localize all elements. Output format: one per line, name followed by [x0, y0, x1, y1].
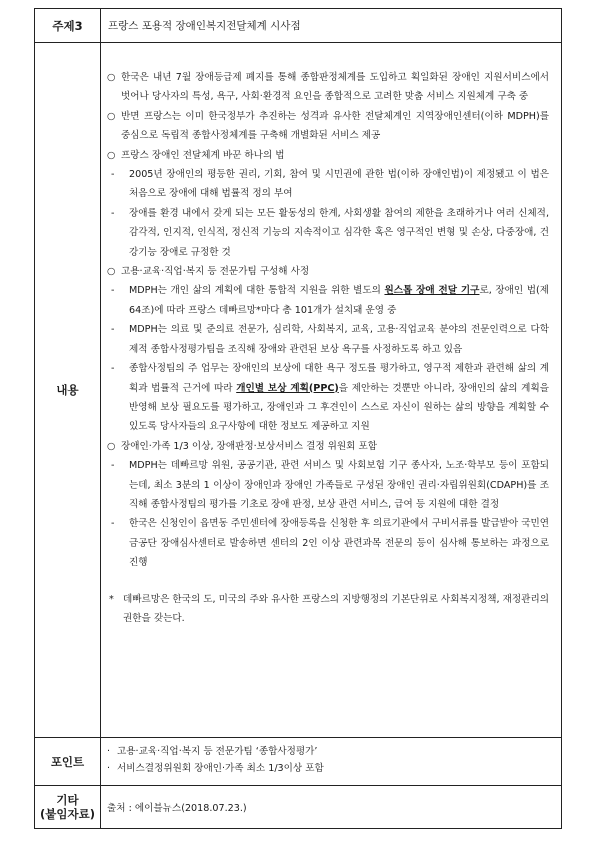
- points-list: [101, 738, 561, 777]
- emphasis-text: 개인별 보상 계획(PPC): [236, 382, 339, 394]
- footnote: * 데빠르망은 한국의 도, 미국의 주와 유사한 프랑스의 지방행정의 기본단위로 사회복지정책, 재정관리의 권한을 갖는다.: [109, 593, 549, 624]
- etc-row: [35, 785, 561, 828]
- content-body: [101, 43, 561, 628]
- etc-label-line1: 기타: [56, 793, 79, 807]
- topic-row: [35, 9, 561, 42]
- point-item: · 고용·교육·직업·복지 등 전문가팀 ‘종합사정평가’: [107, 746, 318, 757]
- sub-paragraph: - MDPH는 개인 삶의 계획에 대한 통합적 지원을 위한 별도의 원스톱 장애 전달 기구로, 장애인 법(제64조)에 따라 프랑스 데빠르망*마다 총 101개가 설치돼 운영 중: [111, 285, 549, 316]
- section-heading: ○ 고용·교육·직업·복지 등 전문가팀 구성해 사정: [107, 266, 310, 278]
- sub-paragraph: - 장애를 환경 내에서 갖게 되는 모든 활동성의 한계, 사회생활 참여의 제한을 초래하거나 여러 신체적, 감각적, 인지적, 인식적, 정신적 기능의 지속적이고 심각한 혹은 영구적인 변형 및 손상, 다중장애, 건강기능 장애로 규정한 것: [111, 207, 549, 258]
- sub-paragraph: - 2005년 장애인의 평등한 권리, 기회, 참여 및 시민권에 관한 법(이하 장애인법)이 제정됐고 이 법은 처음으로 장애에 대해 법률적 정의 부여: [111, 169, 549, 200]
- point-item: · 서비스결정위원회 장애인·가족 최소 1/3이상 포함: [107, 763, 324, 774]
- report-table: [34, 8, 562, 829]
- emphasis-text: 원스톱 장애 전달 기구: [384, 285, 480, 297]
- points-label: 포인트: [35, 738, 101, 785]
- section-heading: ○ 프랑스 장애인 전달체계 바꾼 하나의 법: [107, 149, 285, 161]
- etc-label-line2: (붙임자료): [40, 807, 95, 821]
- source-text: 출처 : 에이블뉴스(2018.07.23.): [107, 803, 247, 814]
- topic-title: 프랑스 포용적 장애인복지전달체계 시사점: [108, 20, 301, 32]
- topic-label: 주제3: [35, 9, 101, 42]
- content-label: 내용: [35, 43, 101, 737]
- section-heading: ○ 장애인·가족 1/3 이상, 장애판정·보상서비스 결정 위원회 포함: [107, 440, 378, 452]
- paragraph: ○ 반면 프랑스는 이미 한국정부가 추진하는 성격과 유사한 전달체계인 지역장애인센터(이하 MDPH)를 중심으로 독립적 종합사정체계를 구축해 개별화된 서비스 제공: [107, 110, 549, 142]
- sub-paragraph: - 종합사정팀의 주 업무는 장애인의 보상에 대한 욕구 정도를 평가하고, 영구적 제한과 관련해 삶의 계획과 법률적 근거에 따라 개인별 보상 계획(PPC)을 제안하는 것뿐만 아니라, 장애인의 삶의 계획을 반영해 보상 필요도를 평가하고, 장애인과 그 후견인이 스스로 자신이 원하는 삶의 방향을 계획할 수 있도록 당사자들의 요구사항에 대한 정보도 제공하고 지원: [111, 363, 549, 433]
- sub-paragraph: - 한국은 신청인이 읍면동 주민센터에 장애등록을 신청한 후 의료기관에서 구비서류를 발급받아 국민연금공단 장애심사센터로 발송하면 센터의 2인 이상 관련과목 전문의 등이 심사해 통보하는 과정으로 진행: [111, 518, 549, 569]
- points-row: [35, 737, 561, 785]
- content-row: [35, 42, 561, 737]
- etc-label: [35, 786, 101, 828]
- paragraph: ○ 한국은 내년 7월 장애등급제 폐지를 통해 종합판정체계를 도입하고 획일화된 장애인 지원서비스에서 벗어나 당사자의 특성, 욕구, 사회·환경적 요인을 종합적으로 고려한 맞춤 서비스 지원체계 구축 중: [107, 72, 549, 103]
- sub-paragraph: - MDPH는 의료 및 준의료 전문가, 심리학, 사회복지, 교육, 고용·직업교육 분야의 전문인력으로 다학제적 종합사정평가팀을 조직해 장애와 관련된 보상 욕구를 사정하도록 하고 있음: [111, 324, 549, 355]
- sub-paragraph: - MDPH는 데빠르망 위원, 공공기관, 관련 서비스 및 사회보험 기구 종사자, 노조·학부모 등이 포함되는데, 최소 3분의 1 이상이 장애인과 장애인 가족들로 구성된 장애인 권리·자립위원회(CDAPH)를 조직해 종합사정팀의 평가를 기초로 장애 판정, 보상 관련 서비스, 급여 등 지원에 대한 결정: [111, 460, 549, 510]
